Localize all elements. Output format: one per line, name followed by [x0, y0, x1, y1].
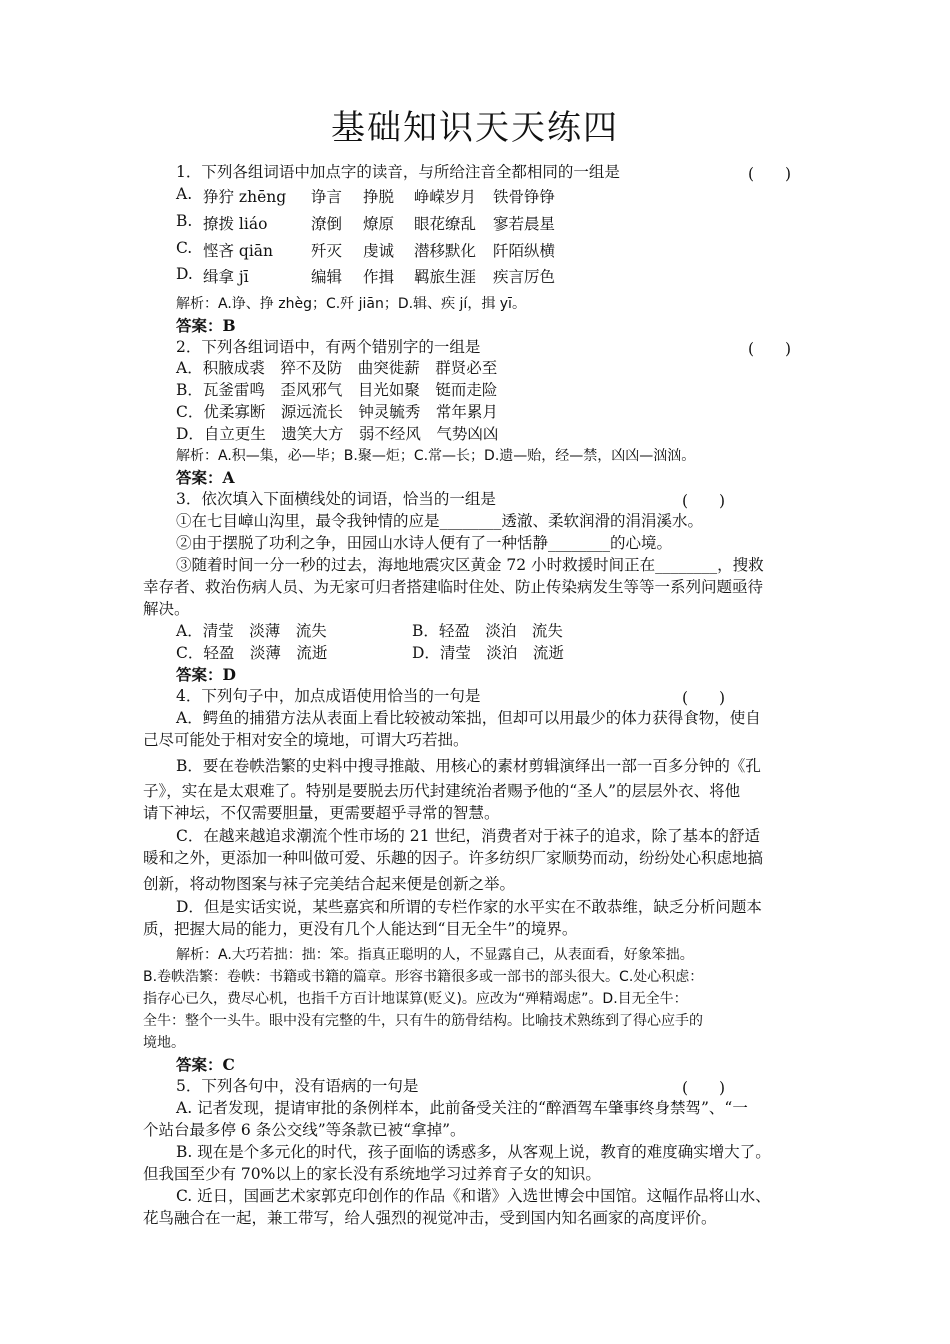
- q4-stem: 4．下列句子中，加点成语使用恰当的一句是: [176, 687, 481, 705]
- q4-answer: 答案：C: [176, 1055, 235, 1074]
- option-label: C.: [176, 239, 193, 257]
- option-word: 挣脱: [363, 188, 395, 206]
- q3-sentence-3-cont: 幸存者、救治伤病人员、为无家可归者搭建临时住处、防止传染病发生等等一系列问题亟待: [143, 578, 764, 596]
- q4-bracket: ( ): [682, 689, 726, 707]
- q1-option-a: [176, 185, 776, 205]
- q3-stem: 3．依次填入下面横线处的词语，恰当的一组是: [176, 490, 496, 508]
- option-word: 燎原: [363, 215, 395, 233]
- option-label: D.: [176, 265, 193, 283]
- q4-option-c: C．在越来越追求潮流个性市场的 21 世纪，消费者对于袜子的追求，除了基本的舒适: [176, 827, 760, 845]
- q1-option-b: [176, 212, 776, 232]
- q3-option-b: B．轻盈 淡泊 流失: [412, 622, 563, 640]
- option-label: A.: [176, 185, 193, 203]
- q4-option-d: D．但是实话实说，某些嘉宾和所谓的专栏作家的水平实在不敢恭维，缺乏分析问题本: [176, 898, 762, 916]
- option-word: 疾言厉色: [493, 268, 556, 286]
- q1-bracket: ( ): [748, 165, 792, 183]
- option-word: 虔诚: [363, 242, 395, 260]
- option-word: 撩拨 liáo: [203, 215, 268, 233]
- option-word: 潦倒: [311, 215, 343, 233]
- q1-stem: 1．下列各组词语中加点字的读音，与所给注音全都相同的一组是: [176, 163, 620, 181]
- q3-option-d: D．清莹 淡泊 流逝: [412, 644, 564, 662]
- q2-option-a: A．积腋成裘 猝不及防 曲突徙薪 群贤必至: [176, 359, 498, 377]
- q5-option-b: B. 现在是个多元化的时代，孩子面临的诱惑多，从客观上说，教育的难度确实增大了。: [176, 1143, 771, 1161]
- option-label: B.: [176, 212, 193, 230]
- option-word: 缉拿 jī: [203, 268, 249, 286]
- q4-analysis: 解析：A.大巧若拙：拙：笨。指真正聪明的人，不显露自己，从表面看，好象笨拙。: [176, 947, 694, 963]
- q2-option-c: C．优柔寡断 源远流长 钟灵毓秀 常年累月: [176, 403, 498, 421]
- q4-option-c-cont: 暖和之外，更添加一种叫做可爱、乐趣的因子。许多纺织厂家顺势而动，纷纷处心积虑地搞: [143, 849, 764, 867]
- q3-bracket: ( ): [682, 492, 726, 510]
- q1-analysis: 解析：A.诤、挣 zhèg；C.歼 jiān；D.辑、疾 jí，揖 yī。: [176, 296, 526, 312]
- q2-stem: 2．下列各组词语中，有两个错别字的一组是: [176, 338, 481, 356]
- q1-option-c: [176, 239, 776, 259]
- option-word: 悭吝 qiān: [203, 242, 274, 260]
- q4-analysis-line: B.卷帙浩繁：卷帙：书籍或书籍的篇章。形容书籍很多或一部书的部头很大。C.处心积虑：: [143, 969, 704, 985]
- q3-sentence-3: ③随着时间一分一秒的过去，海地地震灾区黄金 72 小时救援时间正在________，搜救: [176, 556, 764, 574]
- option-word: 歼灭: [311, 242, 343, 260]
- option-word: 编辑: [311, 268, 343, 286]
- q4-option-c-end: 创新，将动物图案与袜子完美结合起来便是创新之举。: [143, 875, 516, 893]
- q4-analysis-line: 境地。: [143, 1035, 185, 1051]
- q4-option-b: B．要在卷帙浩繁的史料中搜寻推敲、用核心的素材剪辑演绎出一部一百多分钟的《孔: [176, 757, 761, 775]
- option-word: 铁骨铮铮: [493, 188, 556, 206]
- q5-stem: 5．下列各句中，没有语病的一句是: [176, 1077, 419, 1095]
- q2-option-b: B．瓦釜雷鸣 歪风邪气 目光如聚 铤而走险: [176, 381, 498, 399]
- q3-option-c: C．轻盈 淡薄 流逝: [176, 644, 328, 662]
- page-title: 基础知识天天练四: [331, 108, 619, 148]
- q5-option-a-cont: 个站台最多停 6 条公交线”等条款已被“拿掉”。: [143, 1121, 466, 1139]
- q5-bracket: ( ): [682, 1079, 726, 1097]
- option-word: 寥若晨星: [493, 215, 556, 233]
- q4-option-b-end: 请下神坛，不仅需要胆量，更需要超乎寻常的智慧。: [143, 804, 500, 822]
- q2-analysis: 解析：A.积—集，必—毕；B.聚—炬；C.常—长；D.遗—贻，经—禁，凶凶—汹汹。: [176, 448, 696, 464]
- q4-option-a: A．鳄鱼的捕猎方法从表面上看比较被动笨拙，但却可以用最少的体力获得食物，使自: [176, 709, 761, 727]
- q4-option-d-cont: 质，把握大局的能力，更没有几个人能达到“目无全牛”的境界。: [143, 920, 578, 938]
- q4-analysis-line: 全牛：整个一头牛。眼中没有完整的牛，只有牛的筋骨结构。比喻技术熟练到了得心应手的: [143, 1013, 703, 1029]
- option-word: 潜移默化: [414, 242, 477, 260]
- option-word: 峥嵘岁月: [414, 188, 477, 206]
- q4-option-a-cont: 己尽可能处于相对安全的境地，可谓大巧若拙。: [143, 731, 469, 749]
- q4-analysis-line: 指存心已久，费尽心机，也指千方百计地谋算(贬义)。应改为“殚精竭虑”。D.目无全牛：: [143, 991, 688, 1007]
- q1-answer: 答案：B: [176, 316, 236, 335]
- q3-sentence-2: ②由于摆脱了功利之争，田园山水诗人便有了一种恬静________的心境。: [176, 534, 673, 552]
- q5-option-c-cont: 花鸟融合在一起，兼工带写，给人强烈的视觉冲击，受到国内知名画家的高度评价。: [143, 1209, 717, 1227]
- q1-option-d: [176, 265, 776, 285]
- q2-option-d: D．自立更生 遗笑大方 弱不经风 气势凶凶: [176, 425, 499, 443]
- q5-option-c: C. 近日，国画艺术家郭克印创作的作品《和谐》入选世博会中国馆。这幅作品将山水、: [176, 1187, 771, 1205]
- option-word: 眼花缭乱: [414, 215, 477, 233]
- q5-option-b-cont: 但我国至少有 70%以上的家长没有系统地学习过养育子女的知识。: [143, 1165, 601, 1183]
- q3-option-a: A．清莹 淡薄 流失: [176, 622, 327, 640]
- option-word: 羁旅生涯: [414, 268, 477, 286]
- q4-option-b-cont: 子》，实在是太艰难了。特别是要脱去历代封建统治者赐予他的“圣人”的层层外衣、将他: [143, 782, 741, 800]
- q3-answer: 答案：D: [176, 665, 236, 684]
- option-word: 作揖: [363, 268, 395, 286]
- q3-sentence-1: ①在七目嶂山沟里，最令我钟情的应是________透澈、柔软润滑的涓涓溪水。: [176, 512, 704, 530]
- q2-answer: 答案：A: [176, 468, 235, 487]
- option-word: 阡陌纵横: [493, 242, 556, 260]
- q5-option-a: A. 记者发现，提请审批的条例样本，此前备受关注的“醉酒驾车肇事终身禁驾”、“一: [176, 1099, 748, 1117]
- option-word: 诤言: [311, 188, 343, 206]
- option-word: 狰狞 zhēng: [203, 188, 287, 206]
- q2-bracket: ( ): [748, 340, 792, 358]
- q3-sentence-3-end: 解决。: [143, 600, 190, 618]
